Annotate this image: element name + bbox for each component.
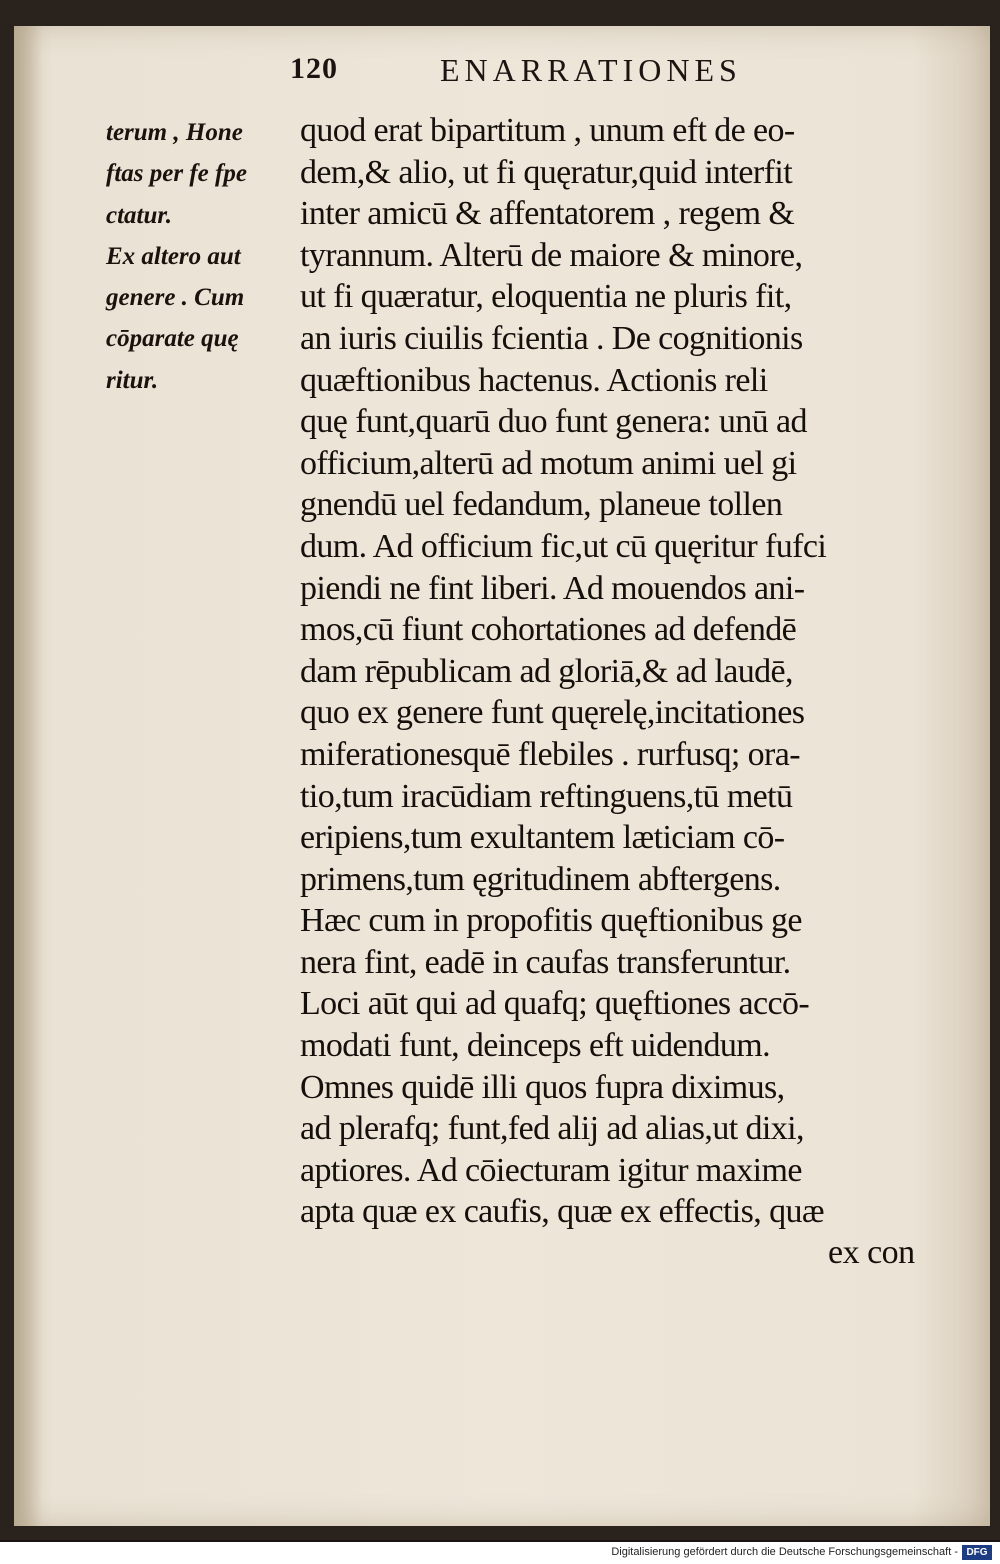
margin-line: genere . Cum (106, 284, 245, 312)
dfg-logo-icon: DFG (962, 1545, 992, 1560)
marginal-note (106, 112, 286, 401)
margin-line: Ex altero aut (106, 242, 241, 270)
text-line: piendi ne fint liberi. Ad mouendos ani- (300, 569, 805, 607)
text-line: Omnes quidē illi quos fupra diximus, (300, 1068, 785, 1106)
text-line: an iuris ciuilis fcientia . De cognitionis (300, 319, 803, 357)
text-line: primens,tum ęgritudinem abftergens. (300, 860, 781, 898)
text-line: quæftionibus hactenus. Actionis reli (300, 361, 768, 399)
page-gutter-shadow (14, 26, 42, 1526)
text-line: tio,tum iracūdiam reftinguens,tū metū (300, 777, 793, 815)
page-header (0, 52, 1000, 92)
text-line: inter amicū & affentatorem , regem & (300, 195, 795, 233)
text-line: officium,alterū ad motum animi uel gi (300, 444, 797, 482)
running-title: ENARRATIONES (440, 52, 742, 88)
body-text (300, 110, 940, 1233)
funding-credit: Digitalisierung gefördert durch die Deutsche Forschungsgemeinschaft - (611, 1546, 958, 1558)
text-line: Loci aūt qui ad quafq; quęftiones accō- (300, 985, 810, 1023)
text-line: apta quæ ex caufis, quæ ex effectis, quæ (300, 1193, 824, 1231)
text-line: quo ex genere funt quęrelę,incitationes (300, 694, 805, 732)
text-line: gnendū uel fedandum, planeue tollen (300, 486, 783, 524)
text-line: nera fint, eadē in caufas transferuntur. (300, 943, 791, 981)
text-line: ad plerafq; funt,fed alij ad alias,ut dixi, (300, 1110, 804, 1148)
text-line: dum. Ad officium fic,ut cū quęritur fufci (300, 527, 827, 565)
text-line: aptiores. Ad cōiecturam igitur maxime (300, 1151, 802, 1189)
margin-line: ctatur. (106, 201, 172, 229)
text-line: quę funt,quarū duo funt genera: unū ad (300, 403, 807, 441)
margin-line: terum , Hone (106, 119, 243, 146)
digitization-footer (0, 1542, 1000, 1564)
text-line: quod erat bipartitum , unum eft de eo- (300, 112, 795, 149)
text-line: dem,& alio, ut fi quęratur,quid interfit (300, 153, 793, 191)
text-line: tyrannum. Alterū de maiore & minore, (300, 236, 803, 274)
text-line: ut fi quæratur, eloquentia ne pluris fit, (300, 278, 792, 316)
margin-line: ritur. (106, 366, 159, 394)
margin-line: ftas per fe fpe (106, 160, 247, 188)
text-line: dam rēpublicam ad gloriā,& ad laudē, (300, 652, 793, 690)
text-line: miferationesquē flebiles . rurfusq; ora- (300, 735, 800, 773)
folio-number: 120 (290, 52, 338, 85)
catchword: ex con (828, 1234, 915, 1271)
text-line: mos,cū fiunt cohortationes ad defendē (300, 611, 797, 649)
margin-line: cōparate quę (106, 325, 239, 353)
text-line: modati funt, deinceps eft uidendum. (300, 1027, 770, 1065)
text-line: Hæc cum in propofitis quęftionibus ge (300, 902, 802, 940)
text-line: eripiens,tum exultantem læticiam cō- (300, 819, 785, 857)
